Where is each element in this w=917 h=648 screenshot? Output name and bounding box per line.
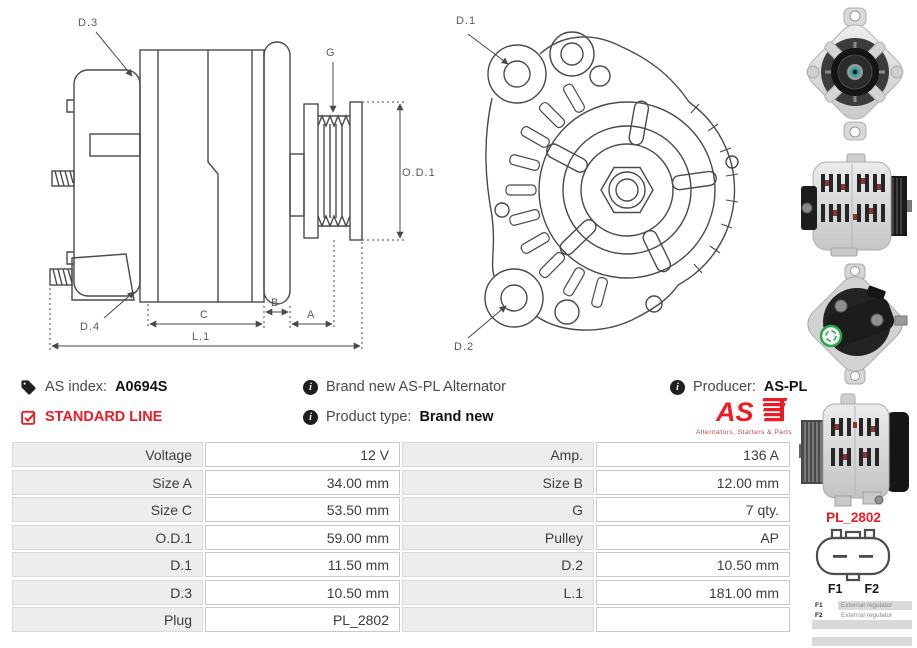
plug-pin-labels <box>790 582 917 596</box>
spec-value: 136 A <box>596 442 790 467</box>
as-pl-logo-mark <box>696 396 792 426</box>
spec-label: Amp. <box>402 442 594 467</box>
dim-label-d2: D.2 <box>454 341 475 353</box>
pin-label-f1: F1 <box>827 582 843 596</box>
front-view-drawing <box>442 4 790 369</box>
product-photo-rear[interactable] <box>797 262 913 391</box>
spec-label: D.1 <box>12 552 203 577</box>
spec-label: Voltage <box>12 442 203 467</box>
spec-label: O.D.1 <box>12 525 203 550</box>
spec-label: G <box>402 497 594 522</box>
standard-line-row <box>20 408 162 426</box>
spec-value: 10.50 mm <box>205 580 400 605</box>
product-type-row <box>303 408 494 426</box>
brand-new-text: Brand new AS-PL Alternator <box>326 379 507 395</box>
spec-label: Size A <box>12 470 203 495</box>
as-pl-logo <box>694 396 794 436</box>
product-type-value: Brand new <box>419 409 494 425</box>
spec-value: 34.00 mm <box>205 470 400 495</box>
spec-value: 11.50 mm <box>205 552 400 577</box>
producer-label: Producer: <box>693 379 756 395</box>
pin-row <box>812 601 912 610</box>
spec-value: PL_2802 <box>205 607 400 632</box>
as-index-value: A0694S <box>115 379 168 395</box>
spec-value <box>596 607 790 632</box>
info-icon: i <box>303 380 318 395</box>
pin-label-f2: F2 <box>864 582 880 596</box>
pin-id: F1 <box>815 602 823 609</box>
plug-connector-drawing <box>808 528 898 587</box>
spec-value: 181.00 mm <box>596 580 790 605</box>
dim-label-a: A <box>307 309 316 321</box>
dim-label-b: B <box>271 297 280 309</box>
dim-label-od1: O.D.1 <box>402 167 436 179</box>
spec-label: Size C <box>12 497 203 522</box>
spec-label: L.1 <box>402 580 594 605</box>
as-index-label: AS index: <box>45 379 108 395</box>
tag-icon <box>20 379 37 396</box>
checkbox-checked-icon <box>20 409 37 426</box>
dim-label-g: G <box>326 47 336 59</box>
spec-label: D.3 <box>12 580 203 605</box>
standard-line-badge: STANDARD LINE <box>45 409 163 425</box>
spec-value: 7 qty. <box>596 497 790 522</box>
spec-table <box>12 442 790 632</box>
product-photo-front[interactable] <box>797 6 913 149</box>
spec-value: AP <box>596 525 790 550</box>
spec-label: D.2 <box>402 552 594 577</box>
plug-name: PL_2802 <box>826 510 881 525</box>
as-index-row <box>20 378 167 396</box>
side-view-drawing <box>8 4 438 369</box>
spec-value: 59.00 mm <box>205 525 400 550</box>
pin-row-empty <box>812 637 912 646</box>
spec-value: 12 V <box>205 442 400 467</box>
dim-label-l1: L.1 <box>192 331 211 343</box>
brand-new-row <box>303 378 506 396</box>
producer-row <box>670 378 807 396</box>
info-icon: i <box>303 410 318 425</box>
pin-row <box>812 611 912 620</box>
dim-label-d4: D.4 <box>80 321 101 333</box>
spec-label: Plug <box>12 607 203 632</box>
pin-desc: External regulator <box>838 601 912 610</box>
product-photo-side-left[interactable] <box>797 392 913 515</box>
spec-value: 53.50 mm <box>205 497 400 522</box>
spec-label: Size B <box>402 470 594 495</box>
info-icon: i <box>670 380 685 395</box>
spec-label <box>402 607 594 632</box>
producer-value: AS-PL <box>763 379 808 395</box>
dim-label-d1: D.1 <box>456 15 477 27</box>
spec-value: 10.50 mm <box>596 552 790 577</box>
plug-pin-table <box>812 601 912 646</box>
spec-value: 12.00 mm <box>596 470 790 495</box>
product-type-label: Product type: <box>326 409 412 425</box>
dim-label-d3: D.3 <box>78 17 99 29</box>
pin-desc: External regulator <box>841 611 893 619</box>
pin-id: F2 <box>815 611 823 619</box>
as-logo-tagline: Alternators, Starters & Parts <box>695 429 793 436</box>
as-logo-text: AS <box>716 397 754 426</box>
pin-row-empty <box>812 620 912 629</box>
spec-label: Pulley <box>402 525 594 550</box>
dim-label-c: C <box>200 309 209 321</box>
product-photo-side-right[interactable] <box>797 150 913 263</box>
